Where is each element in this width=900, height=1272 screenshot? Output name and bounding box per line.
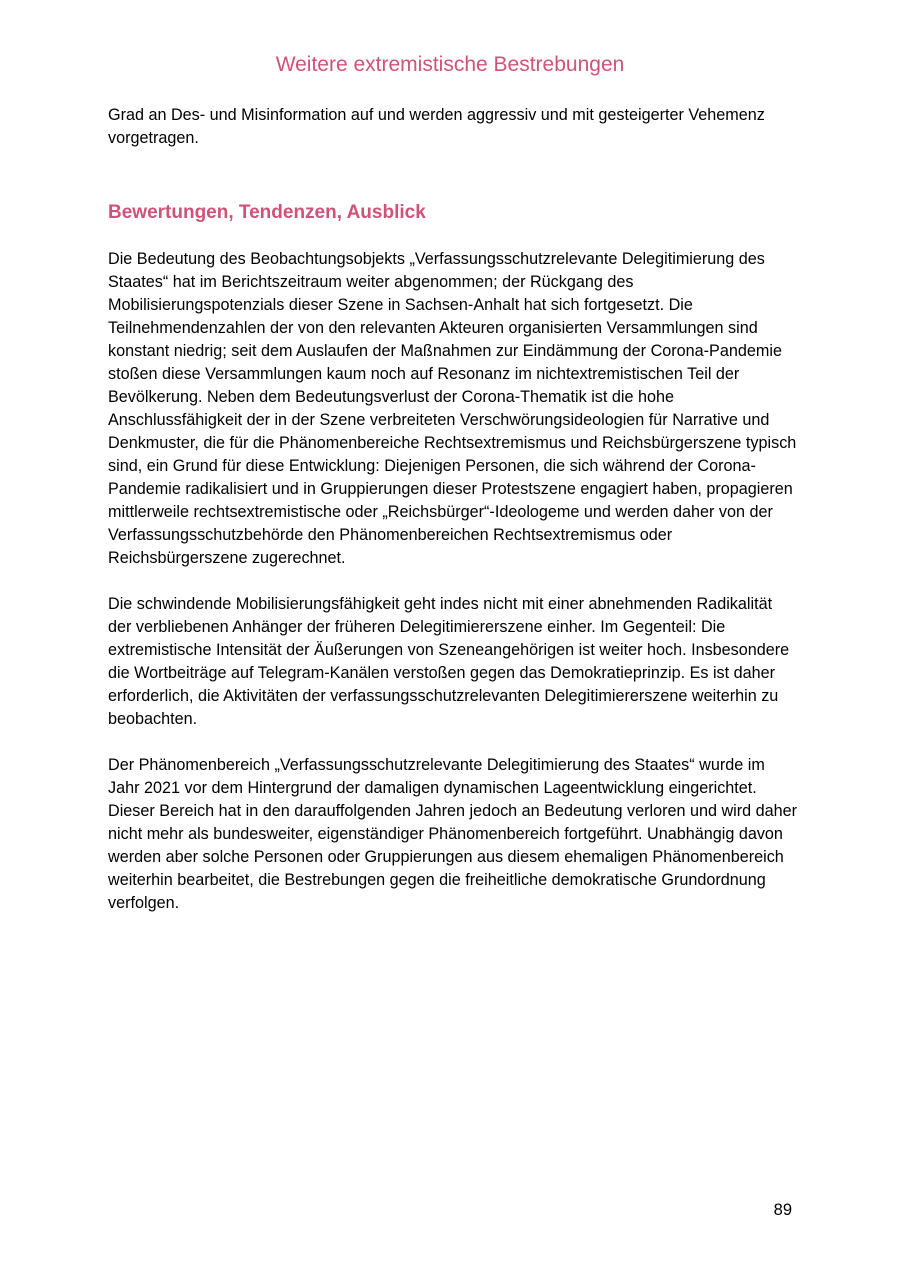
- page-number: 89: [773, 1201, 792, 1219]
- page-content: [108, 104, 798, 915]
- section-heading: Bewertungen, Tendenzen, Ausblick: [108, 202, 426, 223]
- body-paragraph-1: Die Bedeutung des Beobachtungsobjekts „Verfassungsschutzrelevante Delegitimierung des Staates“ hat im Berichtszeitraum weiter abgenommen; der Rückgang des Mobilisierungspotenzials dieser Szene in Sachsen-Anhalt hat sich fortgesetzt. Die Teilnehmendenzahlen der von den relevanten Akteuren organisierten Versammlungen sind konstant niedrig; seit dem Auslaufen der Maßnahmen zur Eindämmung der Corona-Pandemie stoßen diese Versammlungen kaum noch auf Resonanz im nichtextremistischen Teil der Bevölkerung. Neben dem Bedeutungsverlust der Corona-Thematik ist die hohe Anschlussfähigkeit der in der Szene verbreiteten Verschwörungsideologien für Narrative und Denkmuster, die für die Phänomenbereiche Rechtsextremismus und Reichsbürgerszene typisch sind, ein Grund für diese Entwicklung: Diejenigen Personen, die sich während der Corona-Pandemie radikalisiert und in Gruppierungen dieser Protestszene engagiert haben, propagieren mittlerweile rechtsextremistische oder „Reichsbürger“-Ideologeme und werden daher von der Verfassungsschutzbehörde den Phänomenbereichen Rechtsextremismus oder Reichsbürgerszene zugerechnet.: [108, 250, 797, 567]
- body-paragraph-2: Die schwindende Mobilisierungsfähigkeit geht indes nicht mit einer abnehmenden Radikalität der verbliebenen Anhänger der früheren Delegitimiererszene einher. Im Gegenteil: Die extremistische Intensität der Äußerungen von Szeneangehörigen ist weiter hoch. Insbesondere die Wortbeiträge auf Telegram-Kanälen verstoßen gegen das Demokratieprinzip. Es ist daher erforderlich, die Aktivitäten der verfassungsschutzrelevanten Delegitimiererszene weiterhin zu beobachten.: [108, 595, 790, 728]
- intro-paragraph: Grad an Des- und Misinformation auf und werden aggressiv und mit gesteigerter Vehemenz vorgetragen.: [108, 106, 765, 147]
- running-header-title: Weitere extremistische Bestrebungen: [275, 53, 625, 76]
- body-paragraph-3: Der Phänomenbereich „Verfassungsschutzrelevante Delegitimierung des Staates“ wurde im Jahr 2021 vor dem Hintergrund der damaligen dynamischen Lageentwicklung eingerichtet. Dieser Bereich hat in den darauffolgenden Jahren jedoch an Bedeutung verloren und wird daher nicht mehr als bundesweiter, eigenständiger Phänomenbereich fortgeführt. Unabhängig davon werden aber solche Personen oder Gruppierungen aus diesem ehemaligen Phänomenbereich weiterhin bearbeitet, die Bestrebungen gegen die freiheitliche demokratische Grundordnung verfolgen.: [108, 756, 798, 912]
